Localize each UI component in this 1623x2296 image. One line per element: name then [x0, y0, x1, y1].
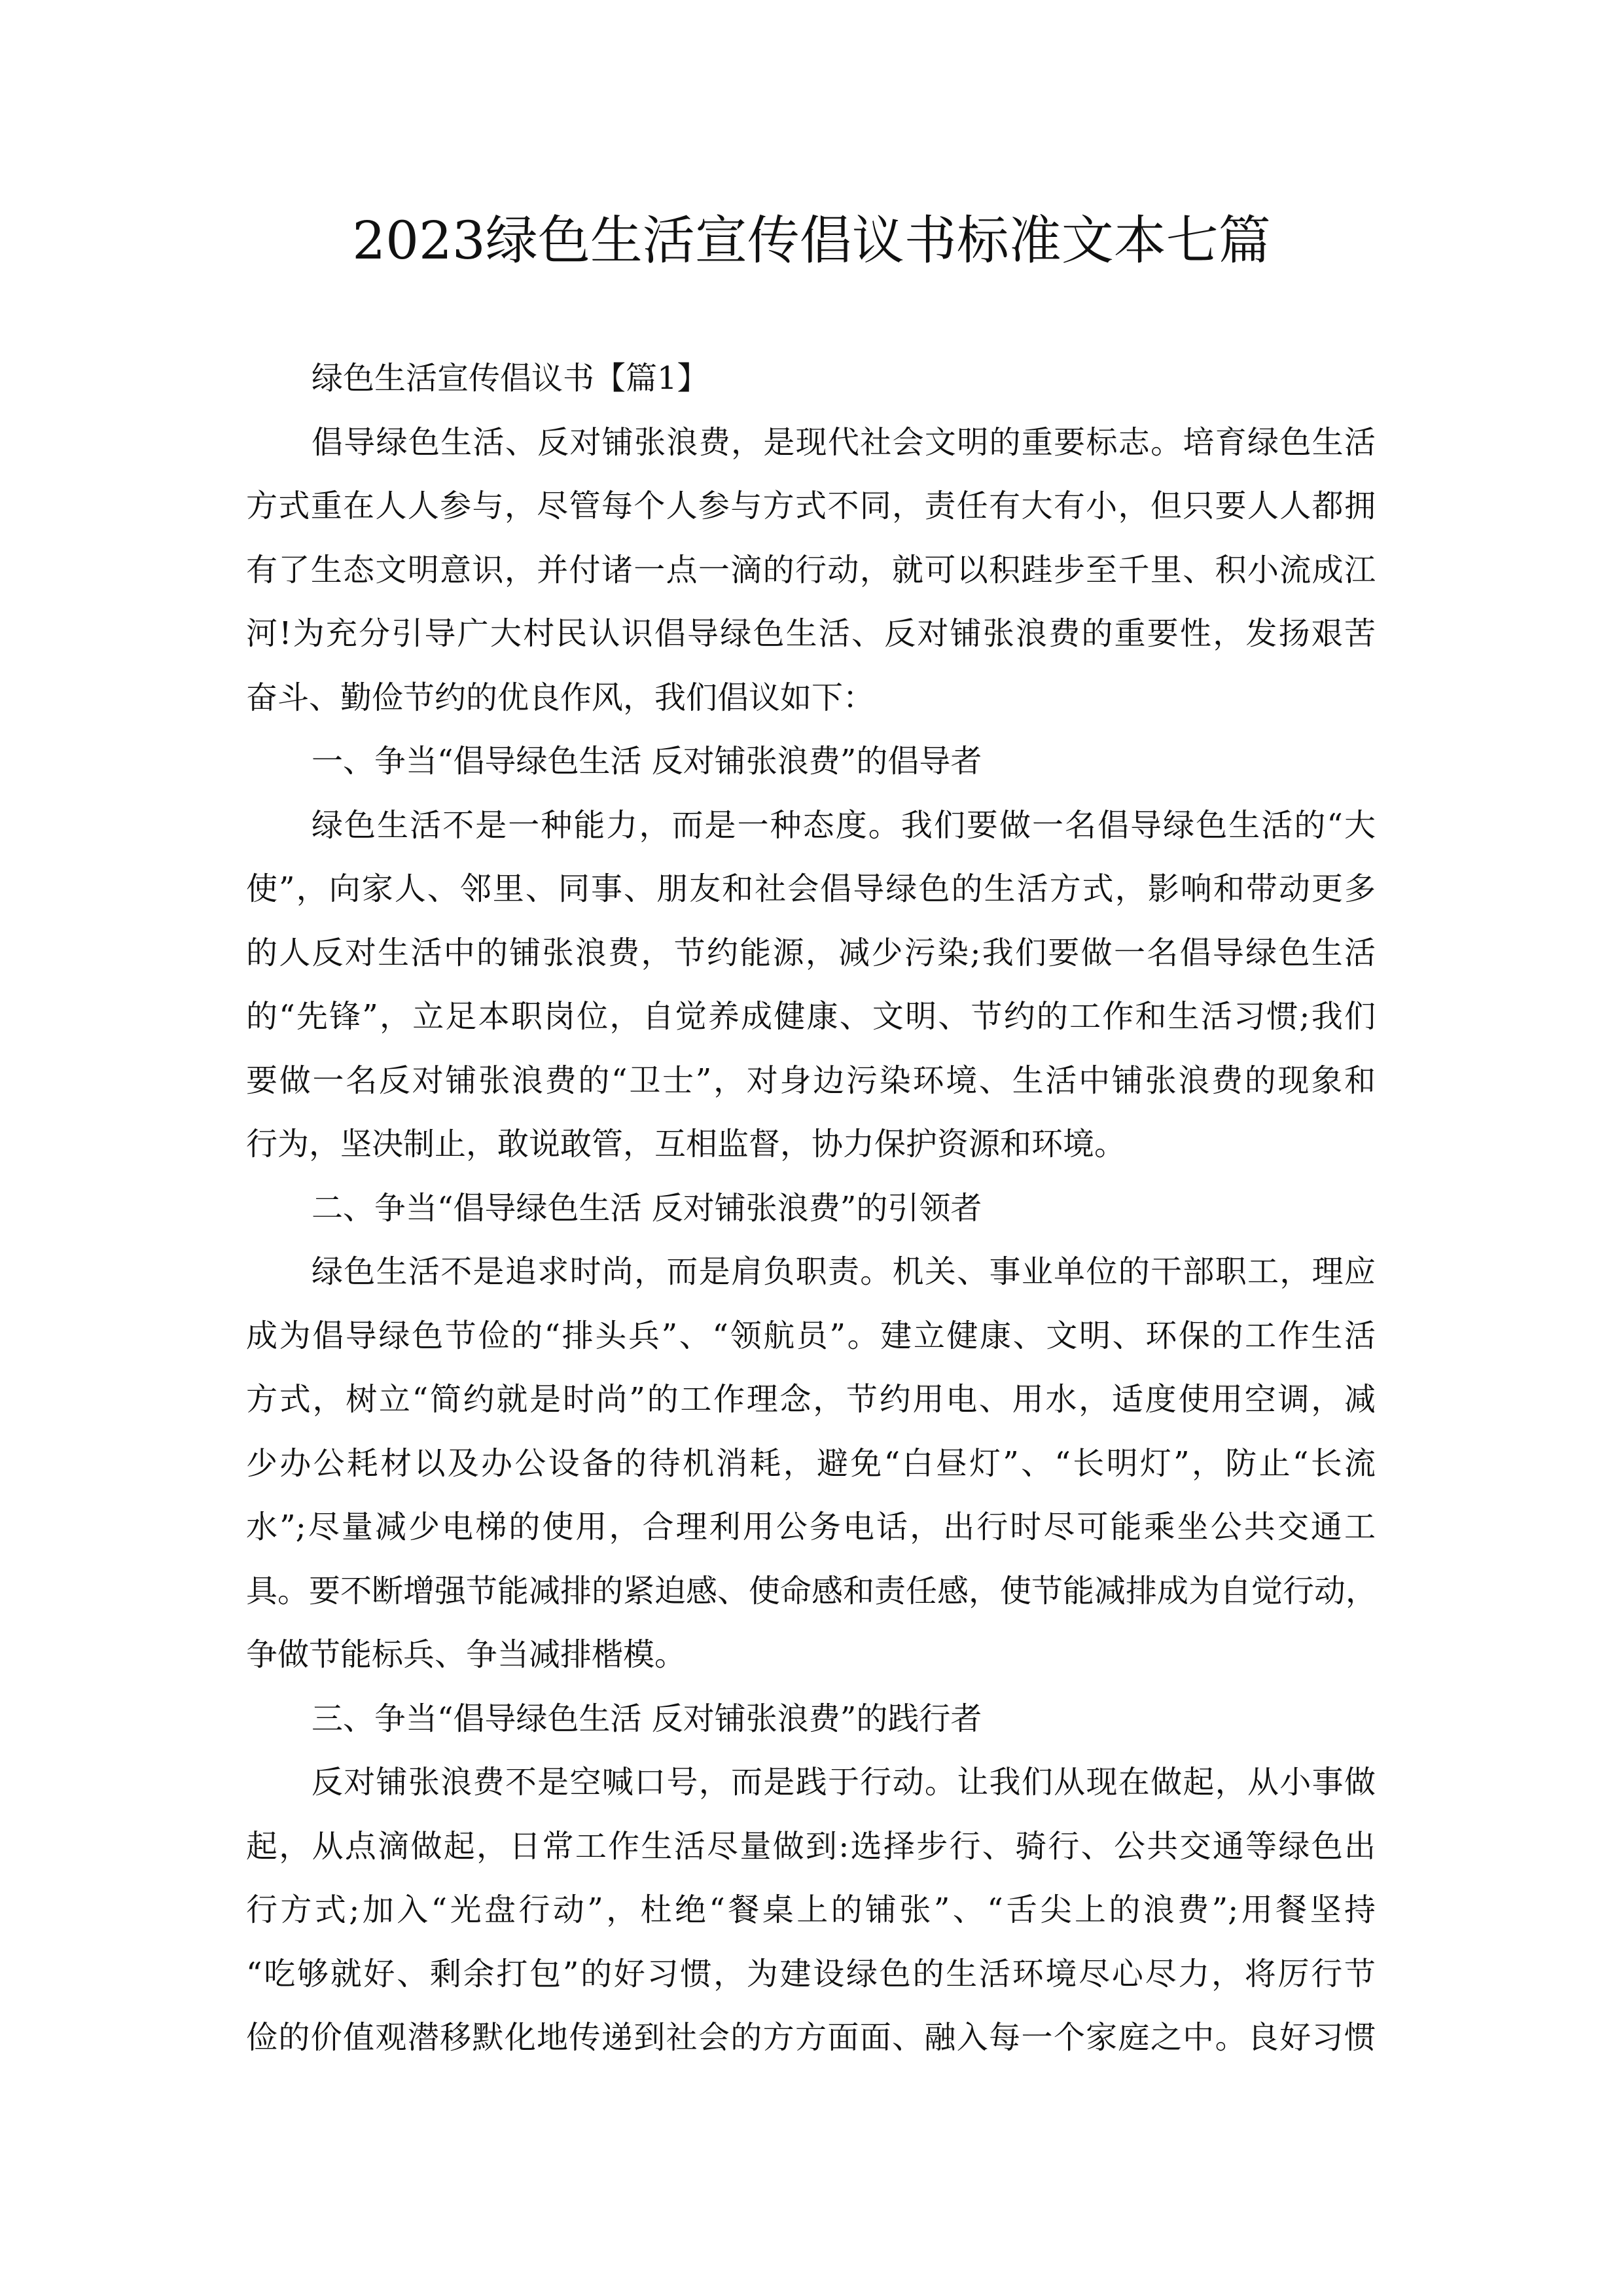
text-line: 行方式;加入“光盘行动”，杜绝“餐桌上的铺张”、“舌尖上的浪费”;用餐坚持 — [246, 1892, 1376, 1928]
text-line: 成为倡导绿色节俭的“排头兵”、“领航员”。建立健康、文明、环保的工作生活 — [246, 1317, 1376, 1354]
section-heading — [246, 1177, 1376, 1241]
text-line: 要做一名反对铺张浪费的“卫士”，对身边污染环境、生活中铺张浪费的现象和 — [246, 1062, 1376, 1099]
paragraph — [246, 411, 1376, 730]
text-line: 绿色生活不是一种能力，而是一种态度。我们要做一名倡导绿色生活的“大 — [312, 806, 1376, 844]
text-line: 奋斗、勤俭节约的优良作风，我们倡议如下： — [246, 679, 875, 716]
document-title: 2023绿色生活宣传倡议书标准文本七篇 — [352, 210, 1271, 271]
text-line: 有了生态文明意识，并付诸一点一滴的行动，就可以积跬步至千里、积小流成江 — [246, 551, 1376, 588]
paragraph — [246, 794, 1376, 1177]
section-heading — [246, 1687, 1376, 1751]
section-heading — [246, 730, 1376, 794]
text-line: 方式，树立“简约就是时尚”的工作理念，节约用电、用水，适度使用空调，减 — [246, 1381, 1376, 1418]
section-heading — [246, 347, 1376, 411]
text-line: 绿色生活宣传倡议书【篇1】 — [312, 360, 709, 397]
text-line: 绿色生活不是追求时尚，而是肩负职责。机关、事业单位的干部职工，理应 — [312, 1253, 1376, 1290]
text-line: 俭的价值观潜移默化地传递到社会的方方面面、融入每一个家庭之中。良好习惯 — [246, 2019, 1376, 2056]
document-body — [246, 347, 1376, 2070]
text-line: 一、争当“倡导绿色生活 反对铺张浪费”的倡导者 — [312, 743, 982, 780]
text-line: “吃够就好、剩余打包”的好习惯，为建设绿色的生活环境尽心尽力，将厉行节 — [246, 1955, 1376, 1992]
text-line: 少办公耗材以及办公设备的待机消耗，避免“白昼灯”、“长明灯”，防止“长流 — [246, 1444, 1376, 1482]
text-line: 使”，向家人、邻里、同事、朋友和社会倡导绿色的生活方式，影响和带动更多 — [246, 870, 1376, 907]
text-line: 二、争当“倡导绿色生活 反对铺张浪费”的引领者 — [312, 1189, 982, 1227]
text-line: 河!为充分引导广大村民认识倡导绿色生活、反对铺张浪费的重要性，发扬艰苦 — [246, 615, 1376, 652]
text-line: 争做节能标兵、争当减排楷模。 — [246, 1636, 687, 1673]
text-line: 水”;尽量减少电梯的使用，合理利用公务电话，出行时尽可能乘坐公共交通工 — [246, 1509, 1376, 1545]
text-line: 反对铺张浪费不是空喊口号，而是践于行动。让我们从现在做起，从小事做 — [312, 1764, 1376, 1801]
paragraph — [246, 1751, 1376, 2070]
text-line: 具。要不断增强节能减排的紧迫感、使命感和责任感，使节能减排成为自觉行动， — [246, 1572, 1378, 1609]
text-line: 的“先锋”，立足本职岗位，自觉养成健康、文明、节约的工作和生活习惯;我们 — [246, 998, 1376, 1035]
text-line: 起，从点滴做起，日常工作生活尽量做到:选择步行、骑行、公共交通等绿色出 — [246, 1827, 1376, 1865]
text-line: 行为，坚决制止，敢说敢管，互相监督，协力保护资源和环境。 — [246, 1126, 1126, 1162]
text-line: 的人反对生活中的铺张浪费，节约能源，减少污染;我们要做一名倡导绿色生活 — [246, 934, 1376, 971]
paragraph — [246, 1240, 1376, 1687]
text-line: 倡导绿色生活、反对铺张浪费，是现代社会文明的重要标志。培育绿色生活 — [312, 423, 1376, 461]
text-line: 三、争当“倡导绿色生活 反对铺张浪费”的践行者 — [312, 1700, 982, 1737]
text-line: 方式重在人人参与，尽管每个人参与方式不同，责任有大有小，但只要人人都拥 — [246, 488, 1376, 524]
